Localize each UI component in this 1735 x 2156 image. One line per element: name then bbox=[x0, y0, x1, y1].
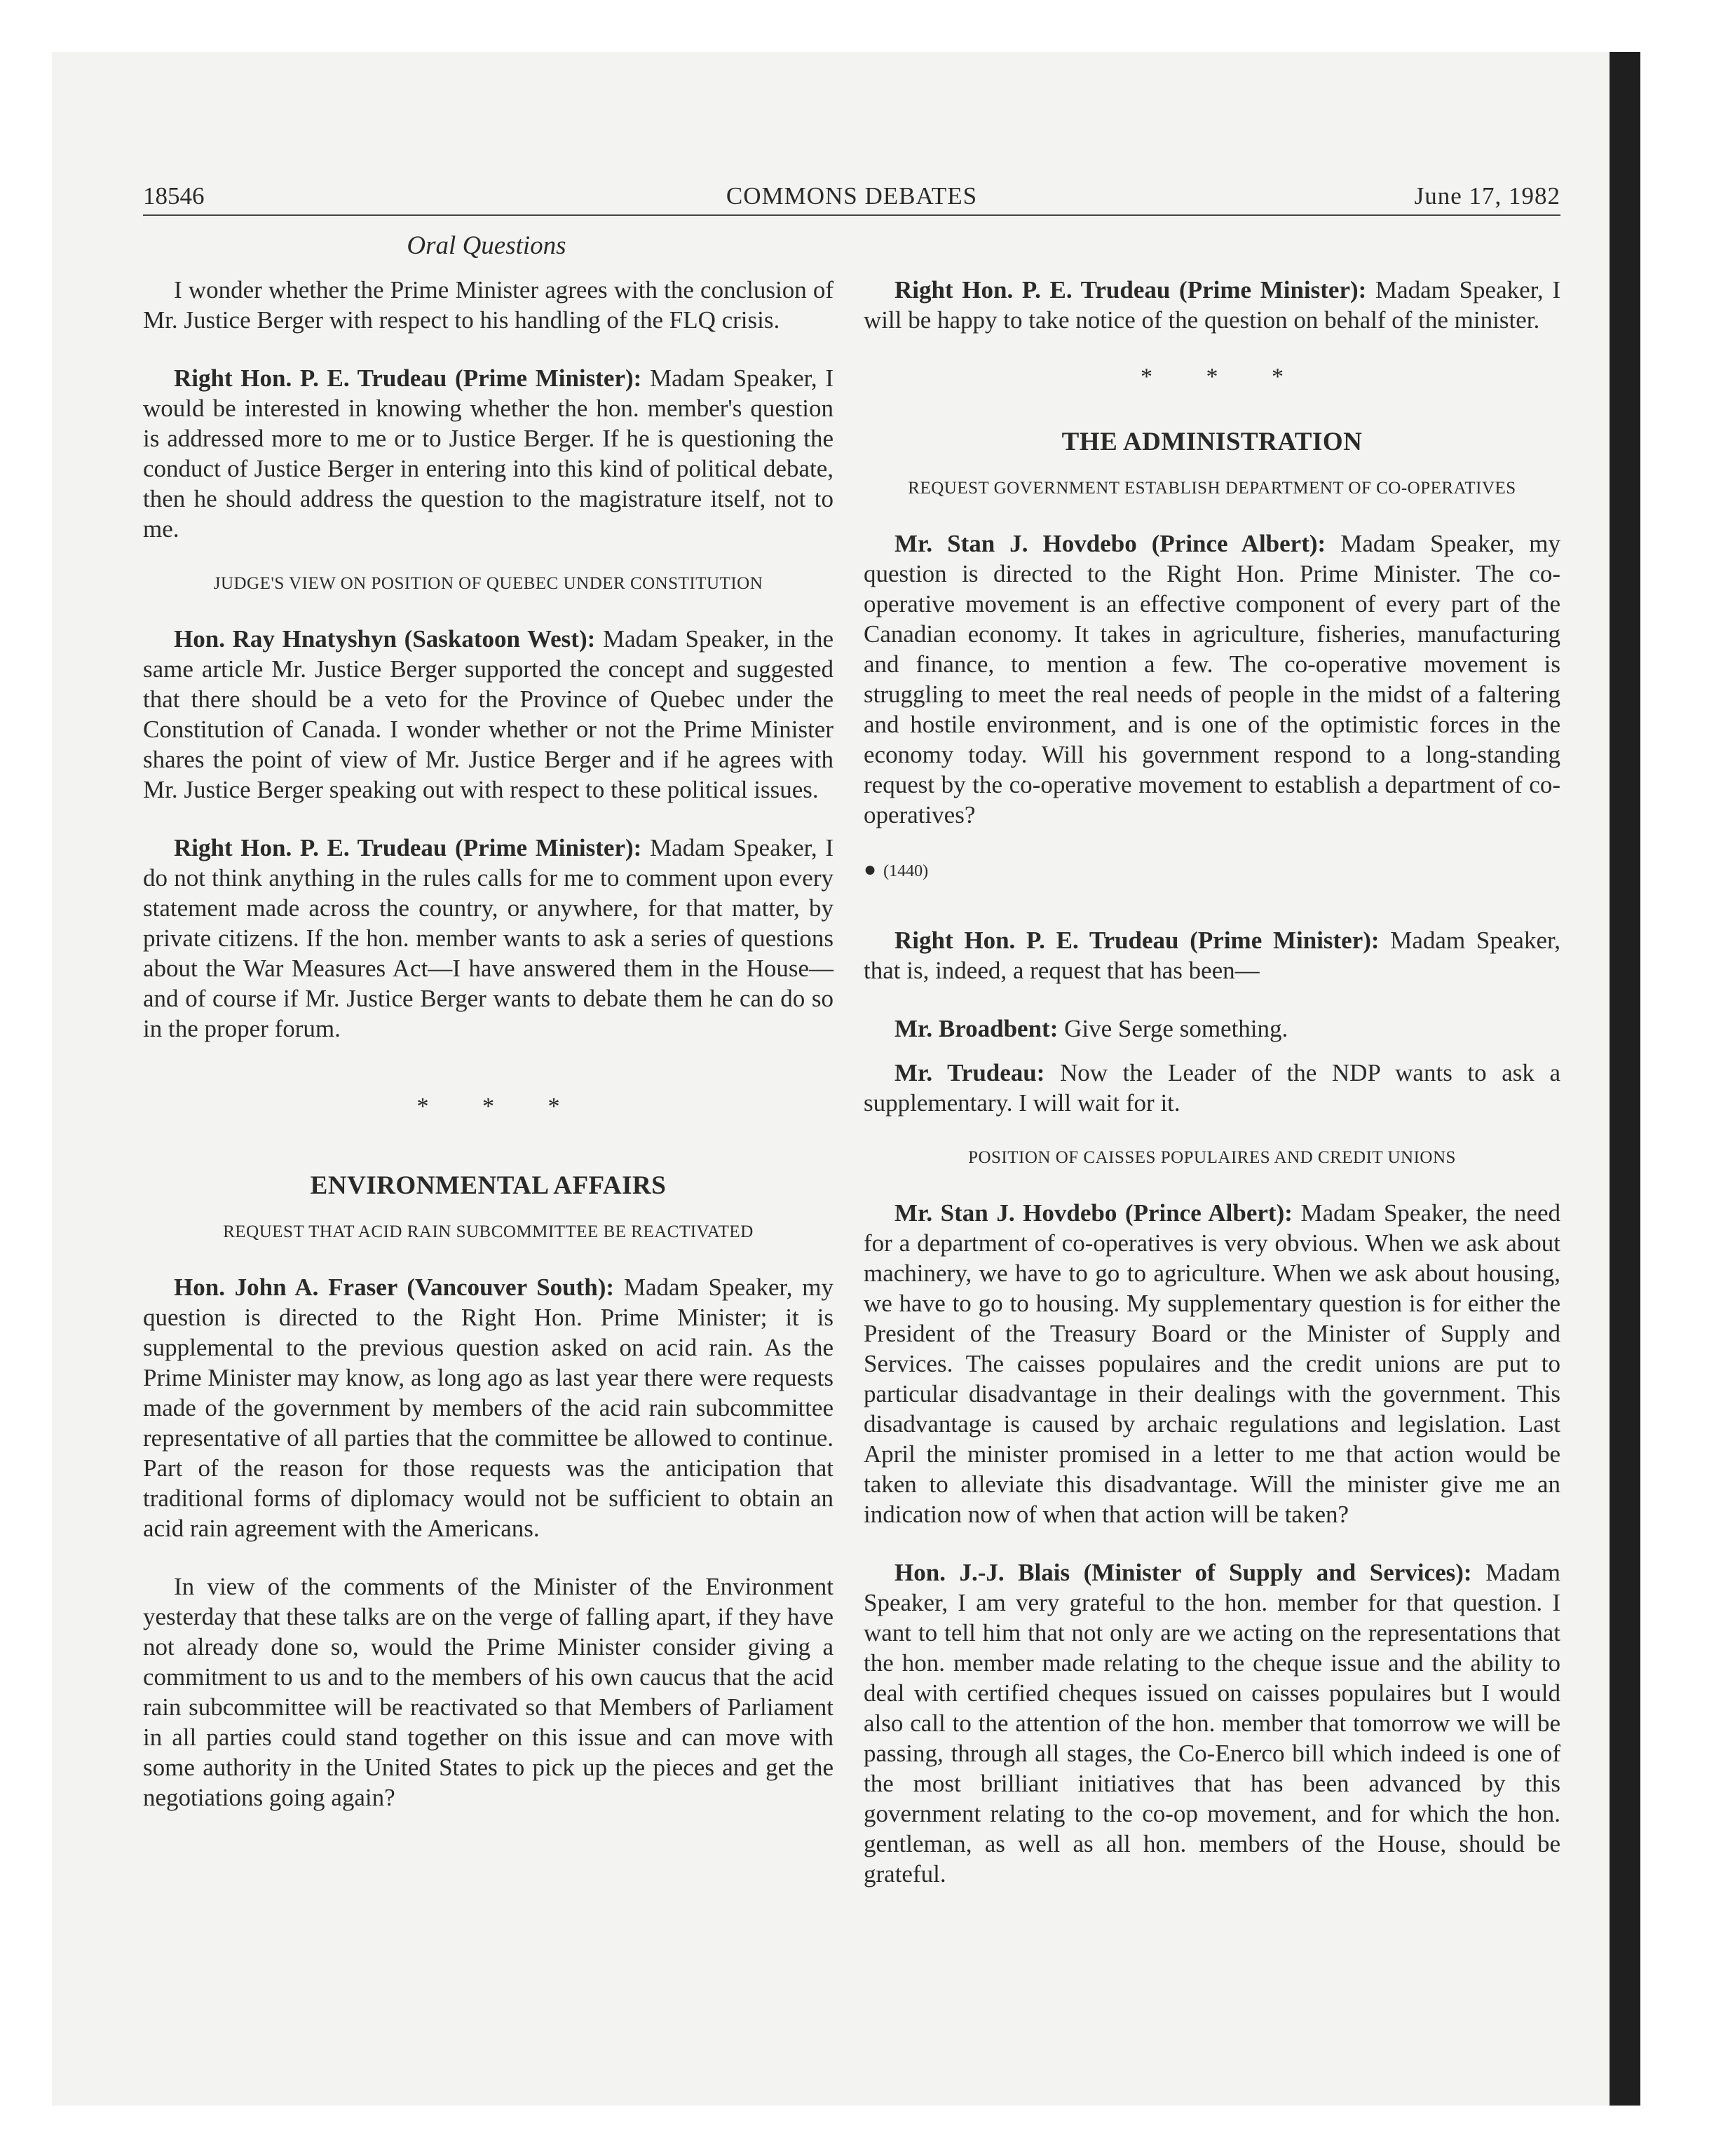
speaker-name: Mr. Trudeau: bbox=[894, 1059, 1045, 1086]
paragraph bbox=[143, 363, 834, 544]
speaker-name: Hon. John A. Fraser (Vancouver South): bbox=[174, 1274, 615, 1301]
speech-text: Madam Speaker, I do not think anything in the rules calls for me to comment upon every statement made across the country, or anywhere, for that matter, by private citizens. If the hon. member wants to ask a series of questions about the War Measures Act—I have answered them in the House—and of course if Mr. Justice Berger wants to debate them he can do so in the proper forum. bbox=[143, 834, 834, 1042]
speaker-name: Hon. J.-J. Blais (Minister of Supply and Services): bbox=[894, 1559, 1472, 1586]
subheading: REQUEST THAT ACID RAIN SUBCOMMITTEE BE REACTIVATED bbox=[223, 1222, 754, 1241]
paragraph bbox=[143, 624, 834, 805]
publication-title: COMMONS DEBATES bbox=[726, 182, 978, 210]
section-separator: * * * bbox=[1141, 364, 1307, 390]
speaker-name: Hon. Ray Hnatyshyn (Saskatoon West): bbox=[174, 625, 596, 653]
page-date: June 17, 1982 bbox=[1414, 182, 1560, 210]
page-number: 18546 bbox=[143, 182, 205, 210]
speaker-name: Mr. Stan J. Hovdebo (Prince Albert): bbox=[894, 530, 1326, 557]
speaker-name: Mr. Stan J. Hovdebo (Prince Albert): bbox=[894, 1199, 1293, 1227]
section-title: ENVIRONMENTAL AFFAIRS bbox=[310, 1171, 667, 1200]
speaker-name: Right Hon. P. E. Trudeau (Prime Minister): bbox=[894, 276, 1367, 303]
speaker-name: Right Hon. P. E. Trudeau (Prime Minister): bbox=[174, 364, 642, 392]
timestamp bbox=[864, 858, 1560, 883]
paragraph: I wonder whether the Prime Minister agrees with the conclusion of Mr. Justice Berger with respect to his handling of the FLQ crisis. bbox=[143, 276, 834, 334]
paragraph bbox=[864, 275, 1560, 335]
paragraph bbox=[143, 833, 834, 1044]
paragraph bbox=[864, 1014, 1560, 1044]
paragraph bbox=[864, 1557, 1560, 1889]
speaker-name: Right Hon. P. E. Trudeau (Prime Minister): bbox=[894, 927, 1380, 954]
paragraph bbox=[864, 925, 1560, 985]
paragraph bbox=[864, 528, 1560, 830]
running-head: Oral Questions bbox=[407, 231, 566, 260]
paragraph: In view of the comments of the Minister of the Environment yesterday that these talks are on the verge of falling apart, if they have not already done so, would the Prime Minister consider giving a commitment to us and to the members of his own caucus that the acid rain subcommittee will be reactivated so that Members of Parliament in all parties could stand together on this issue and can move with some authority in the United States to pick up the pieces and get the negotiations going again? bbox=[143, 1573, 834, 1811]
bullet-icon: ● bbox=[864, 858, 877, 881]
binding-edge bbox=[1610, 52, 1640, 2106]
subheading: JUDGE'S VIEW ON POSITION OF QUEBEC UNDER CONSTITUTION bbox=[213, 574, 763, 593]
speaker-name: Mr. Broadbent: bbox=[894, 1015, 1059, 1042]
timestamp-text: (1440) bbox=[883, 862, 929, 880]
speaker-name: Right Hon. P. E. Trudeau (Prime Minister): bbox=[174, 834, 642, 861]
speech-text: Madam Speaker, the need for a department of co-operatives is very obvious. When we ask about machinery, we have to go to agriculture. When we ask about housing, we have to go to housing. My supplementary question is for either the President of the Treasury Board or the Minister of Supply and Services. The caisses populaires and the credit unions are put to particular disadvantage in their dealings with the government. This disadvantage is caused by archaic regulations and legislation. Last April the minister promised in a letter to me that action would be taken to alleviate this disadvantage. Will the minister give me an indication now of when that action will be taken? bbox=[864, 1199, 1560, 1528]
speech-text: Madam Speaker, that is, indeed, a request that has been— bbox=[864, 927, 1560, 984]
section-title: THE ADMINISTRATION bbox=[1061, 428, 1363, 456]
speech-text: Give Serge something. bbox=[1058, 1015, 1288, 1042]
speech-text: Madam Speaker, I am very grateful to the hon. member for that question. I want to tell him that not only are we acting on the representations that the hon. member made relating to the cheque issue and the ability to deal with certified cheques issued on caisses populaires but I would also call to the attention of the hon. member that tomorrow we will be passing, through all stages, the Co-Enerco bill which indeed is one of the most brilliant initiatives that has been advanced by this government relating to the co-op movement, and for which the hon. gentleman, as well as all hon. members of the House, should be grateful. bbox=[864, 1559, 1560, 1888]
speech-text: Madam Speaker, in the same article Mr. Justice Berger supported the concept and suggested that there should be a veto for the Province of Quebec under the Constitution of Canada. I wonder whether or not the Prime Minister shares the point of view of Mr. Justice Berger and if he agrees with Mr. Justice Berger speaking out with respect to these political issues. bbox=[143, 625, 834, 803]
paragraph bbox=[864, 1058, 1560, 1118]
subheading: POSITION OF CAISSES POPULAIRES AND CREDIT UNIONS bbox=[968, 1148, 1456, 1167]
paragraph bbox=[864, 1198, 1560, 1529]
left-column bbox=[143, 275, 834, 1841]
paragraph bbox=[143, 1272, 834, 1543]
speech-text: Madam Speaker, I will be happy to take notice of the question on behalf of the minister. bbox=[864, 276, 1560, 334]
speech-text: Now the Leader of the NDP wants to ask a supplementary. I will wait for it. bbox=[864, 1059, 1560, 1117]
subheading: REQUEST GOVERNMENT ESTABLISH DEPARTMENT OF CO-OPERATIVES bbox=[908, 479, 1516, 498]
speech-text: Madam Speaker, my question is directed to the Right Hon. Prime Minister; it is supplemental to the previous question asked on acid rain. As the Prime Minister may know, as long ago as last year there were requests made of the government by members of the acid rain subcommittee representative of all parties that the committee be allowed to continue. Part of the reason for those requests was the anticipation that traditional forms of diplomacy would not be sufficient to obtain an acid rain agreement with the Americans. bbox=[143, 1274, 834, 1542]
right-column bbox=[864, 275, 1560, 1917]
page-header bbox=[143, 178, 1560, 216]
section-separator: * * * bbox=[416, 1093, 584, 1119]
speech-text: Madam Speaker, my question is directed to the Right Hon. Prime Minister. The co-operative movement is an effective component of every part of the Canadian economy. It takes in agriculture, fisheries, manufacturing and finance, to mention a few. The co-operative movement is struggling to meet the real needs of people in the midst of a faltering and hostile environment, and is one of the optimistic forces in the economy today. Will his government respond to a long-standing request by the co-operative movement to establish a department of co-operatives? bbox=[864, 530, 1560, 828]
speech-text: Madam Speaker, I would be interested in knowing whether the hon. member's question is addressed more to me or to Justice Berger. If he is questioning the conduct of Justice Berger in entering into this kind of political debate, then he should address the question to the magistrature itself, not to me. bbox=[143, 364, 834, 543]
